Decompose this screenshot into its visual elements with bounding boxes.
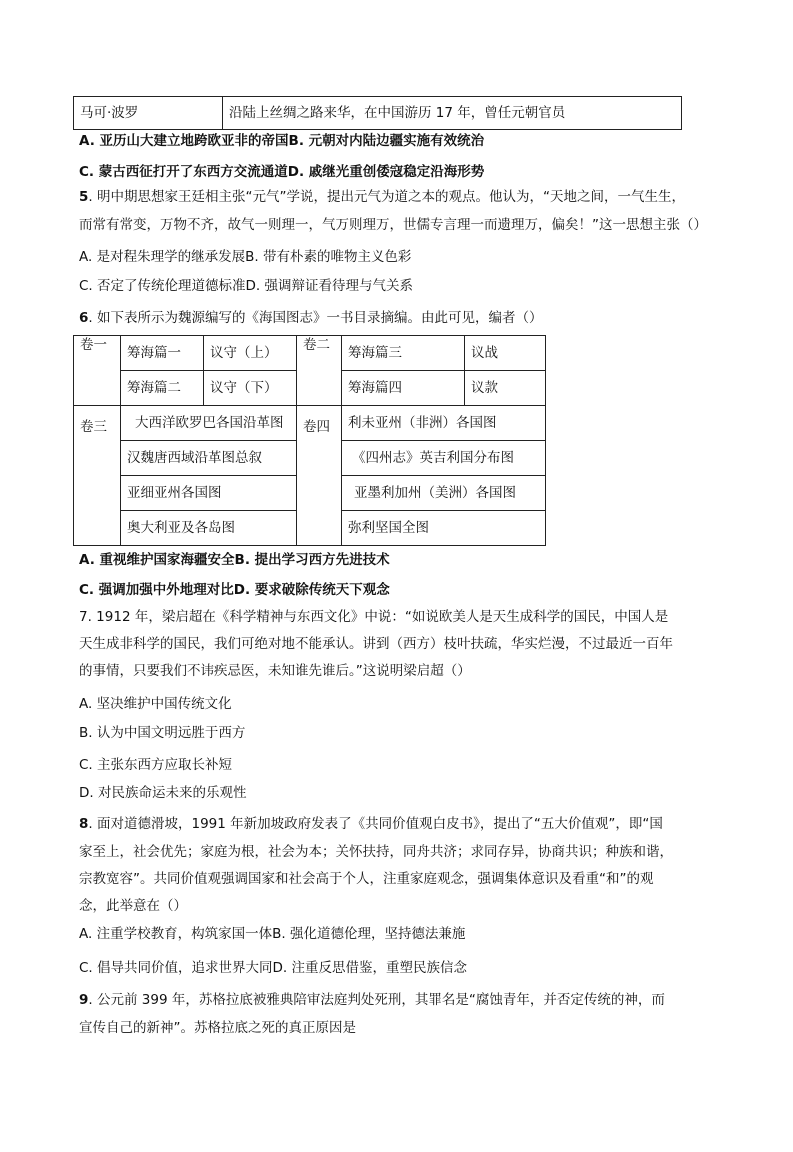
q8-option-a: A. 注重学校教育，构筑家国一体 xyxy=(79,926,273,942)
cell-r1c1: 筹海篇一 xyxy=(121,336,204,371)
q5-stem-line2: 而常有常变，万物不齐，故气一则理一，气万则理万，世儒专言理一而遗理万，偏矣！”这一思想主张（） xyxy=(79,217,707,233)
q5-option-d: D. 强调辩证看待理与气关系 xyxy=(245,278,413,294)
q6-option-c: C. 强调加强中外地理对比 xyxy=(79,582,234,598)
q5-option-a: A. 是对程朱理学的继承发展 xyxy=(79,249,246,265)
q7-stem-line3: 的事情，只要我们不讳疾忌医，未知谁先谁后。”这说明梁启超（） xyxy=(79,663,471,679)
q6-option-d: D. 要求破除传统天下观念 xyxy=(233,582,390,598)
top-table-name: 马可·波罗 xyxy=(74,97,223,130)
top-table xyxy=(73,96,682,130)
q7-stem-line1: 7. 1912 年，梁启超在《科学精神与东西文化》中说：“如说欧美人是天生成科学的国民，中国人是 xyxy=(79,609,669,625)
cell-juan1: 卷一 xyxy=(74,336,121,406)
cell-r1c2: 议守（上） xyxy=(204,336,297,371)
q8-option-b: B. 强化道德伦理，坚持德法兼施 xyxy=(272,926,466,942)
q9-stem-line1: . 公元前 399 年，苏格拉底被雅典陪审法庭判处死刑，其罪名是“腐蚀青年，并否定传统的神，而 xyxy=(88,992,665,1008)
q4-option-a: A. 亚历山大建立地跨欧亚非的帝国 xyxy=(79,133,289,149)
q5-stem-line1: . 明中期思想家王廷相主张“元气”学说，提出元气为道之本的观点。他认为，“天地之间，一气生生， xyxy=(88,189,685,205)
q8-stem-line1: . 面对道德滑坡，1991 年新加坡政府发表了《共同价值观白皮书》，提出了“五大价值观”，即“国 xyxy=(88,816,663,832)
q7-option-c: C. 主张东西方应取长补短 xyxy=(79,757,233,773)
q7-option-d: D. 对民族命运未来的乐观性 xyxy=(79,785,247,801)
cell-r1c4: 议战 xyxy=(465,336,546,371)
q8-stem-line2: 家至上，社会优先；家庭为根，社会为本；关怀扶持，同舟共济；求同存异，协商共识；种族和谐， xyxy=(79,844,673,860)
cell-right-4: 弥利坚国全图 xyxy=(342,511,546,546)
q5-option-b: B. 带有朴素的唯物主义色彩 xyxy=(245,249,412,265)
q4-option-d: D. 戚继光重创倭寇稳定沿海形势 xyxy=(287,164,485,180)
q7-stem-line2: 天生成非科学的国民，我们可绝对地不能承认。讲到（西方）枝叶扶疏，华实烂漫，不过最近一百年 xyxy=(79,636,673,652)
q9-stem-line2: 宣传自己的新神”。苏格拉底之死的真正原因是 xyxy=(79,1020,356,1036)
q4-option-b: B. 元朝对内陆边疆实施有效统治 xyxy=(288,133,485,149)
q7-option-a: A. 坚决维护中国传统文化 xyxy=(79,696,232,712)
cell-juan4: 卷四 xyxy=(297,406,342,546)
cell-r2c4: 议款 xyxy=(465,371,546,406)
q6-number: 6 xyxy=(79,310,89,326)
cell-left-1: 大西洋欧罗巴各国沿革图 xyxy=(121,406,297,441)
cell-juan3: 卷三 xyxy=(74,406,121,546)
q5-option-c: C. 否定了传统伦理道德标准 xyxy=(79,278,246,294)
cell-r1c3: 筹海篇三 xyxy=(342,336,465,371)
cell-left-4: 奥大利亚及各岛图 xyxy=(121,511,297,546)
q6-option-a: A. 重视维护国家海疆安全 xyxy=(79,552,235,568)
cell-right-1: 利未亚州（非洲）各国图 xyxy=(342,406,546,441)
q7-option-b: B. 认为中国文明远胜于西方 xyxy=(79,725,246,741)
q8-stem-line3: 宗教宽容”。共同价值观强调国家和社会高于个人，注重家庭观念，强调集体意识及看重“和”的观 xyxy=(79,871,654,887)
q8-stem-line4: 念，此举意在（） xyxy=(79,898,187,914)
cell-left-2: 汉魏唐西域沿革图总叙 xyxy=(121,441,297,476)
q4-option-c: C. 蒙古西征打开了东西方交流通道 xyxy=(79,164,288,180)
top-table-desc: 沿陆上丝绸之路来华，在中国游历 17 年，曾任元朝官员 xyxy=(223,97,682,130)
cell-right-2: 《四州志》英吉利国分布图 xyxy=(342,441,546,476)
q6-stem: . 如下表所示为魏源编写的《海国图志》一书目录摘编。由此可见，编者（） xyxy=(88,310,543,326)
cell-r2c1: 筹海篇二 xyxy=(121,371,204,406)
cell-r2c3: 筹海篇四 xyxy=(342,371,465,406)
cell-juan2: 卷二 xyxy=(297,336,342,406)
cell-r2c2: 议守（下） xyxy=(204,371,297,406)
q8-option-c: C. 倡导共同价值，追求世界大同 xyxy=(79,960,273,976)
q6-option-b: B. 提出学习西方先进技术 xyxy=(234,552,390,568)
catalog-table xyxy=(73,335,546,546)
q9-number: 9 xyxy=(79,992,89,1008)
q8-option-d: D. 注重反思借鉴，重塑民族信念 xyxy=(272,960,467,976)
cell-right-3: 亚墨利加州（美洲）各国图 xyxy=(342,476,546,511)
q5-number: 5 xyxy=(79,189,89,205)
cell-left-3: 亚细亚州各国图 xyxy=(121,476,297,511)
q8-number: 8 xyxy=(79,816,89,832)
